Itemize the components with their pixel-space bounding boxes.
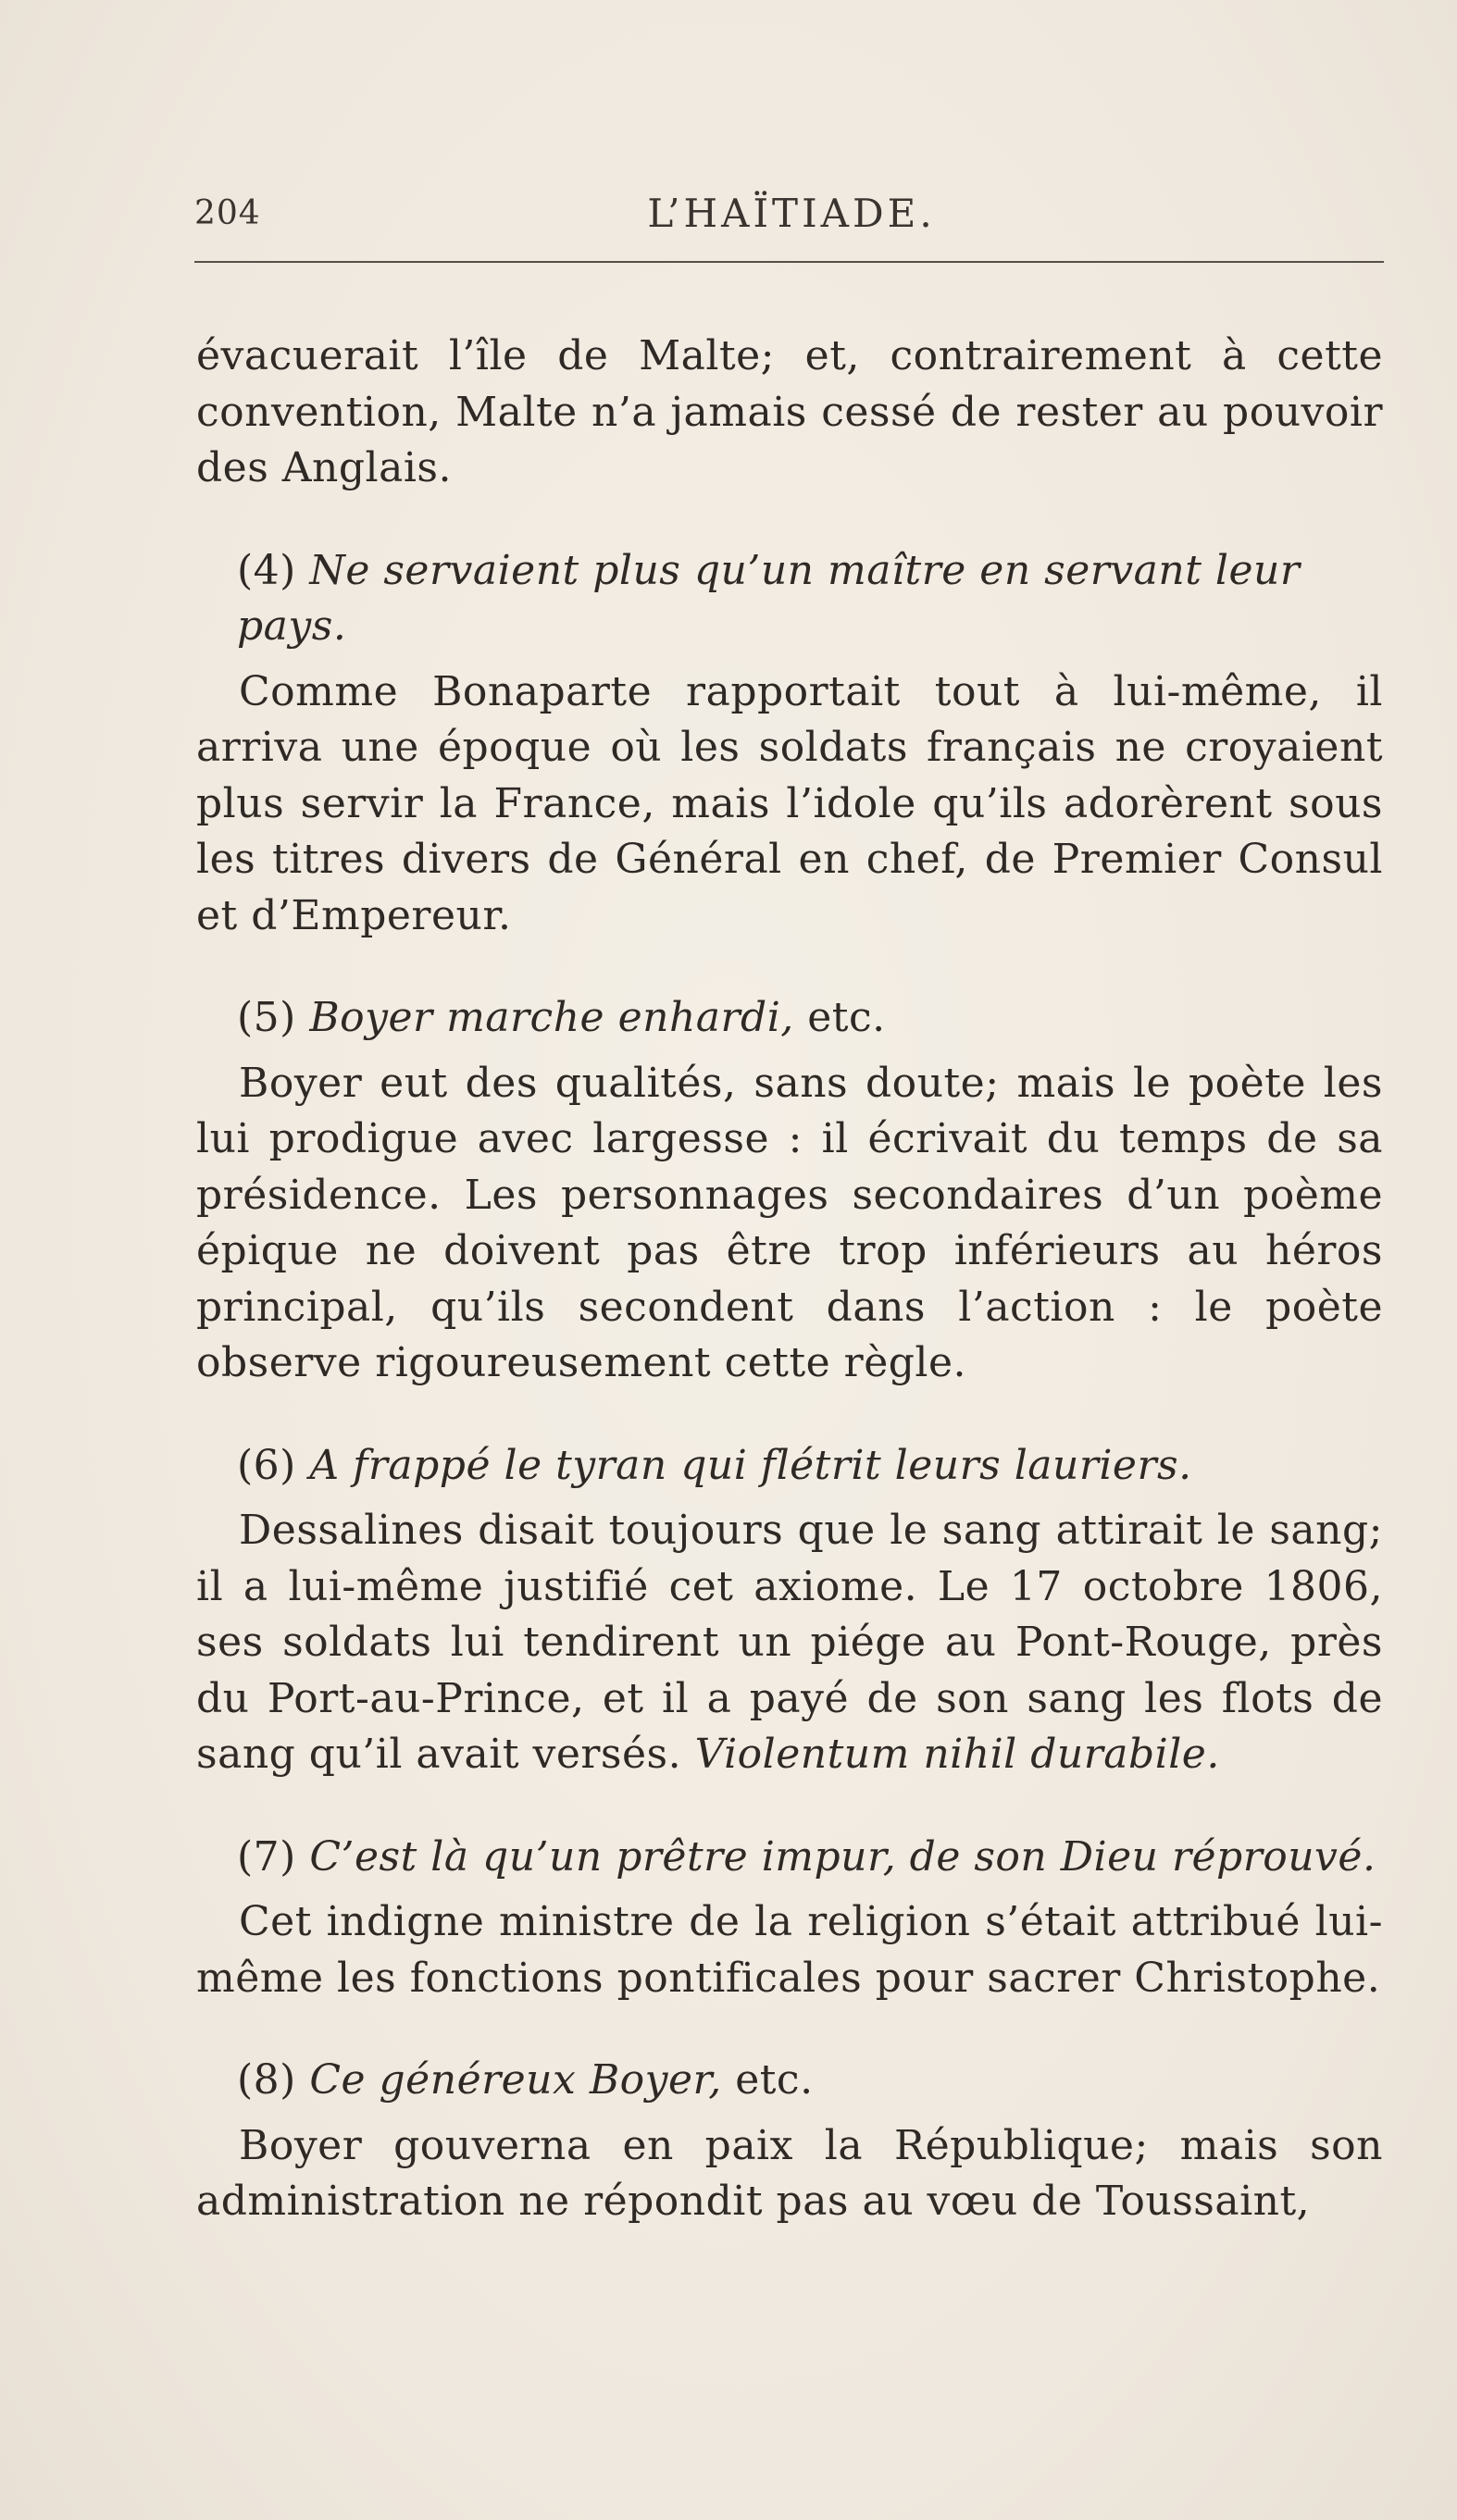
note-number: (8)	[237, 2056, 296, 2104]
note-body-text: Dessalines disait toujours que le sang attirait le sang; il a lui-même justifié cet axiome. Le 17 octobre 1806, ses soldats lui tendirent un piége au Pont-Rouge, près du Port-au-Prince, et il a payé de son sang les flots de sang qu’il avait versés.	[196, 1507, 1383, 1778]
note-body: Comme Bonaparte rapportait tout à lui-même, il arriva une époque où les soldats français ne croyaient plus servir la France, mais l’idole qu’ils adorèrent sous les titres divers de Général en chef, de Premier Consul et d’Empereur.	[196, 667, 1383, 939]
note-number: (4)	[237, 546, 296, 594]
note-title: Ne servaient plus qu’un maître en servant leur pays.	[237, 546, 1301, 650]
note-title: Boyer marche enhardi,	[309, 994, 794, 1041]
note-title: C’est là qu’un prêtre impur, de son Dieu réprouvé.	[309, 1832, 1376, 1881]
note-body: Boyer gouverna en paix la République; mais son administration ne répondit pas au vœu de Toussaint,	[196, 2121, 1383, 2225]
page-header	[194, 185, 1389, 250]
note-body: Cet indigne ministre de la religion s’était attribué lui-même les fonctions pontificales pour sacrer Christophe.	[196, 1898, 1383, 2002]
note-number: (6)	[237, 1441, 296, 1489]
note-number: (7)	[237, 1832, 296, 1881]
header-rule	[194, 261, 1384, 263]
note-heading	[237, 990, 1383, 1047]
page-number: 204	[194, 194, 261, 232]
intro-paragraph: évacuerait l’île de Malte; et, contrairement à cette convention, Malte n’a jamais cessé de rester au pouvoir des Anglais.	[196, 332, 1383, 491]
note-heading	[237, 1438, 1383, 1495]
note-body	[196, 1503, 1383, 1783]
running-title: L’HAÏTIADE.	[647, 191, 936, 236]
note-heading	[237, 543, 1383, 655]
note-heading	[237, 2053, 1383, 2109]
note-etc: etc.	[793, 994, 886, 1041]
note-body: Boyer eut des qualités, sans doute; mais le poète les lui prodigue avec largesse : il écrivait du temps de sa présidence. Les personnages secondaires d’un poème épique ne doivent pas être trop inférieurs au héros principal, qu’ils secondent dans l’action : le poète observe rigoureusement cette règle.	[196, 1059, 1383, 1386]
note-heading	[237, 1830, 1383, 1886]
note-etc: etc.	[721, 2056, 814, 2104]
note-number: (5)	[237, 994, 296, 1041]
note-title: A frappé le tyran qui flétrit leurs lauriers.	[309, 1441, 1192, 1489]
note-title: Ce généreux Boyer,	[309, 2056, 722, 2104]
latin-maxim: Violentum nihil durabile.	[681, 1731, 1220, 1778]
body-text	[196, 329, 1383, 2230]
